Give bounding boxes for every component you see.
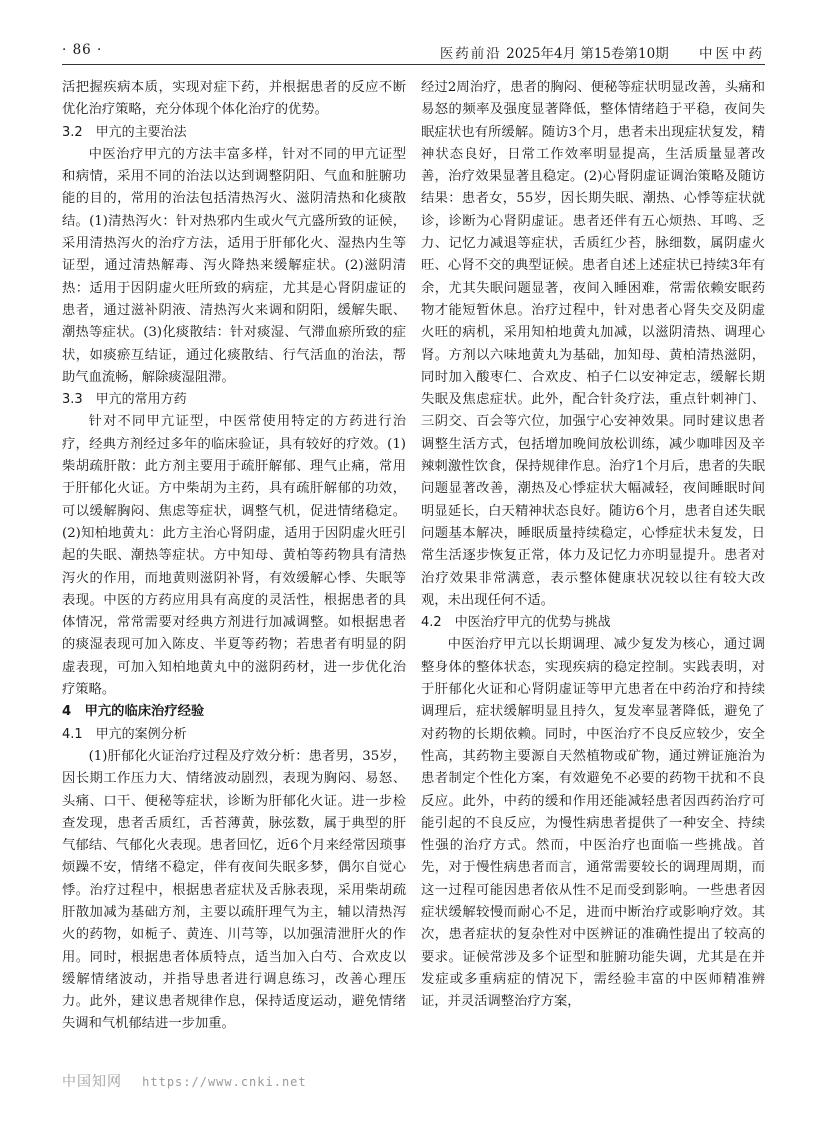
paragraph-4-1-continued: 经过2周治疗，患者的胸闷、便秘等症状明显改善，头痛和易怒的频率及强度显著降低，整体情绪趋于平稳，夜间失眠症状也有所缓解。随访3个月，患者未出现症状复发，精神状态良好，日常工作效率明显提高，生活质量显著改善，治疗效果显著且稳定。(2)心肾阴虚证调治策略及随访结果：患者女，55岁，因长期失眠、潮热、心悸等症状就诊，诊断为心肾阴虚证。患者还伴有五心烦热、耳鸣、乏力、记忆力减退等症状，舌质红少苔，脉细数，属阴虚火旺、心肾不交的典型证候。患者自述上述症状已持续3年有余，尤其失眠问题显著，夜间入睡困难，常需依赖安眠药物才能短暂休息。治疗过程中，针对患者心肾失交及阴虚火旺的病机，采用知柏地黄丸加减，以滋阴清热、调理心肾。方剂以六味地黄丸为基础，加知母、黄柏清热滋阴，同时加入酸枣仁、合欢皮、柏子仁以安神定志，缓解长期失眠及焦虑症状。此外，配合针灸疗法，重点针刺神门、三阴交、百会等穴位，加强宁心安神效果。同时建议患者调整生活方式，包括增加晚间放松训练，减少咖啡因及辛辣刺激性饮食，保持规律作息。治疗1个月后，患者的失眠问题显著改善，潮热及心悸症状大幅减轻，夜间睡眠时间明显延长，白天精神状态良好。随访6个月，患者自述失眠问题基本解决，睡眠质量持续稳定，心悸症状未复发，日常生活逐步恢复正常，体力及记忆力亦明显提升。患者对治疗效果非常满意，表示整体健康状况较以往有较大改观，未出现任何不适。 bbox=[421, 80, 765, 608]
cnki-url[interactable]: https://www.cnki.net bbox=[142, 1075, 307, 1089]
page-number: · 86 · bbox=[62, 42, 103, 58]
paragraph-intro-continued: 活把握疾病本质，实现对症下药，并根据患者的反应不断优化治疗策略，充分体现个体化治疗的优势。 bbox=[62, 80, 406, 118]
section-heading-4: 4 甲亢的临床治疗经验 bbox=[62, 704, 205, 720]
section-heading-3-3: 3.3 甲亢的常用方药 bbox=[62, 392, 187, 408]
section-heading-4-1: 4.1 甲亢的案例分析 bbox=[62, 726, 187, 742]
paragraph-4-1: (1)肝郁化火证治疗过程及疗效分析：患者男，35岁，因长期工作压力大、情绪波动剧烈，表现为胸闷、易怒、头痛、口干、便秘等症状，诊断为肝郁化火证。进一步检查发现，患者舌质红，舌苔薄黄，脉弦数，属于典型的肝气郁结、气郁化火表现。患者回忆，近6个月来经常因琐事烦躁不安，情绪不稳定，伴有夜间失眠多梦，偶尔自觉心悸。治疗过程中，根据患者症状及舌脉表现，采用柴胡疏肝散加减为基础方剂，主要以疏肝理气为主，辅以清热泻火的药物，如栀子、黄连、川芎等，以加强清泄肝火的作用。同时，根据患者体质特点，适当加入白芍、合欢皮以缓解情绪波动，并指导患者进行调息练习，改善心理压力。此外，建议患者规律作息，保持适度运动，避免情绪失调和气机郁结进一步加重。 bbox=[62, 748, 406, 1032]
journal-name: 医药前沿 bbox=[439, 46, 502, 62]
header-rule bbox=[62, 64, 765, 65]
page-footer bbox=[62, 1071, 307, 1091]
section-heading-4-2: 4.2 中医治疗甲亢的优势与挑战 bbox=[421, 615, 611, 631]
page-header bbox=[62, 38, 765, 60]
right-column bbox=[421, 77, 765, 1057]
left-column bbox=[62, 77, 406, 1057]
issue-info: 2025年4月 第15卷第10期 bbox=[506, 46, 669, 62]
paragraph-4-2: 中医治疗甲亢以长期调理、减少复发为核心，通过调整身体的整体状态，实现疾病的稳定控制。实践表明，对于肝郁化火证和心肾阴虚证等甲亢患者在中药治疗和持续调理后，症状缓解明显且持久，复发率显著降低，避免了对药物的长期依赖。同时，中医治疗不良反应较少，安全性高，其药物主要源自天然植物或矿物，通过辨证施治为患者制定个性化方案，有效避免不必要的药物干扰和不良反应。此外，中药的缓和作用还能减轻患者因西药治疗可能引起的不良反应，为慢性病患者提供了一种安全、持续性强的治疗方式。然而，中医治疗也面临一些挑战。首先，对于慢性病患者而言，通常需要较长的调理周期，而这一过程可能因患者依从性不足而受到影响。一些患者因症状缓解较慢而耐心不足，进而中断治疗或影响疗效。其次，患者症状的复杂性对中医辨证的准确性提出了较高的要求。证候常涉及多个证型和脏腑功能失调，尤其是在并发症或多重病症的情况下，需经验丰富的中医师精准辨证，并灵活调整治疗方案， bbox=[421, 637, 765, 1010]
journal-info bbox=[440, 42, 765, 62]
paragraph-3-2: 中医治疗甲亢的方法丰富多样，针对不同的甲亢证型和病情，采用不同的治法以达到调整阴阳、气血和脏腑功能的目的，常用的治法包括清热泻火、滋阴清热和化痰散结。(1)清热泻火：针对热邪内生或火气亢盛所致的证候，采用清热泻火的治疗方法，适用于肝郁化火、湿热内生等证型，通过清热解毒、泻火降热来缓解症状。(2)滋阴清热：适用于因阴虚火旺所致的病症，尤其是心肾阴虚证的患者，通过滋补阴液、清热泻火来调和阴阳，缓解失眠、潮热等症状。(3)化痰散结：针对痰湿、气滞血瘀所致的症状，如痰瘀互结证，通过化痰散结、行气活血的治法，帮助气血流畅，解除痰湿阻滞。 bbox=[62, 146, 406, 385]
section-category: 中医中药 bbox=[699, 46, 765, 62]
paragraph-3-3: 针对不同甲亢证型，中医常使用特定的方药进行治疗，经典方剂经过多年的临床验证，具有较好的疗效。(1)柴胡疏肝散：此方剂主要用于疏肝解郁、理气止痛，常用于肝郁化火证。方中柴胡为主药，具有疏肝解郁的功效，可以缓解胸闷、焦虑等症状，调整气机，促进情绪稳定。(2)知柏地黄丸：此方主治心肾阴虚，适用于因阴虚火旺引起的失眠、潮热等症状。方中知母、黄柏等药物具有清热泻火的作用，而地黄则滋阴补肾，有效缓解心悸、失眠等表现。中医的方药应用具有高度的灵活性，根据患者的具体情况，常常需要对经典方剂进行加减调整。如根据患者的痰湿表现可加入陈皮、半夏等药物；若患者有明显的阴虚表现，可加入知柏地黄丸中的滋阴药材，进一步优化治疗策略。 bbox=[62, 414, 406, 698]
section-heading-3-2: 3.2 甲亢的主要治法 bbox=[62, 124, 187, 140]
cnki-logo: 中国知网 bbox=[62, 1074, 122, 1090]
